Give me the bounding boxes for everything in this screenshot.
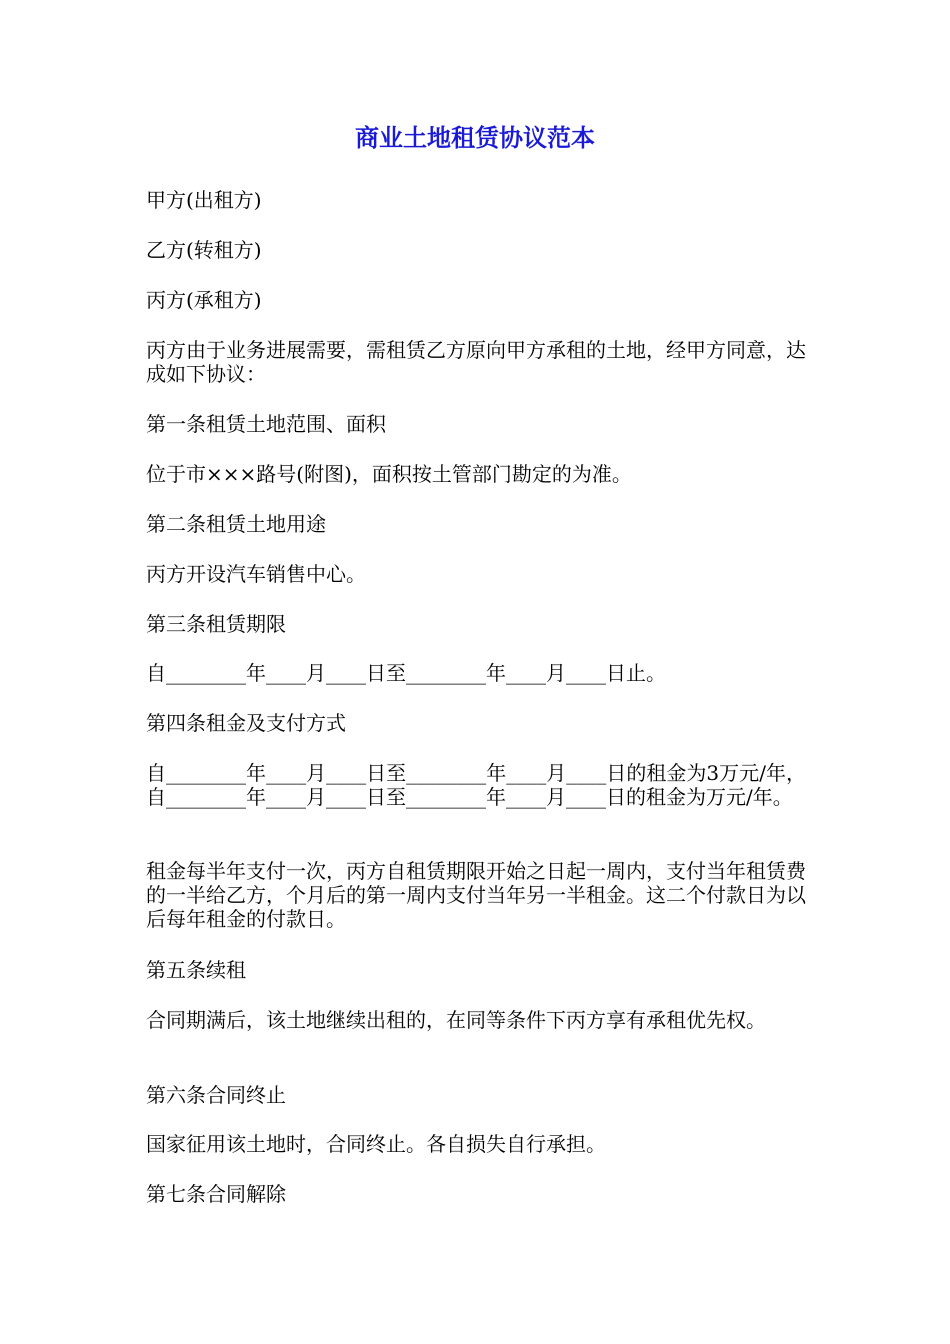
preamble-paragraph: 丙方由于业务进展需要，需租赁乙方原向甲方承租的土地，经甲方同意，达成如下协议：	[146, 338, 806, 386]
article-1-body: 位于市×××路号(附图)，面积按土管部门勘定的为准。	[146, 462, 632, 486]
article-1-heading: 第一条租赁土地范围、面积	[146, 412, 386, 436]
article-3-heading: 第三条租赁期限	[146, 612, 286, 636]
document-title: 商业土地租赁协议范本	[355, 124, 595, 152]
article-4-body: 自________年____月____日至________年____月____日的租金为3万元/年，自________年____月____日至________年____月____日的租金为万元/年。	[146, 761, 806, 809]
article-4-payment: 租金每半年支付一次，丙方自租赁期限开始之日起一周内，支付当年租赁费的一半给乙方，个月后的第一周内支付当年另一半租金。这二个付款日为以后每年租金的付款日。	[146, 859, 806, 931]
article-6-body: 国家征用该土地时，合同终止。各自损失自行承担。	[146, 1132, 606, 1156]
article-5-heading: 第五条续租	[146, 958, 246, 982]
party-a-line: 甲方(出租方)	[146, 188, 262, 212]
party-c-line: 丙方(承租方)	[146, 288, 262, 312]
article-7-heading: 第七条合同解除	[146, 1182, 286, 1206]
article-6-heading: 第六条合同终止	[146, 1083, 286, 1107]
article-4-heading: 第四条租金及支付方式	[146, 711, 346, 735]
article-2-heading: 第二条租赁土地用途	[146, 512, 326, 536]
article-5-body: 合同期满后，该土地继续出租的，在同等条件下丙方享有承租优先权。	[146, 1008, 766, 1032]
party-b-line: 乙方(转租方)	[146, 238, 262, 262]
article-3-body: 自________年____月____日至________年____月____日止。	[146, 661, 666, 685]
article-2-body: 丙方开设汽车销售中心。	[146, 562, 366, 586]
